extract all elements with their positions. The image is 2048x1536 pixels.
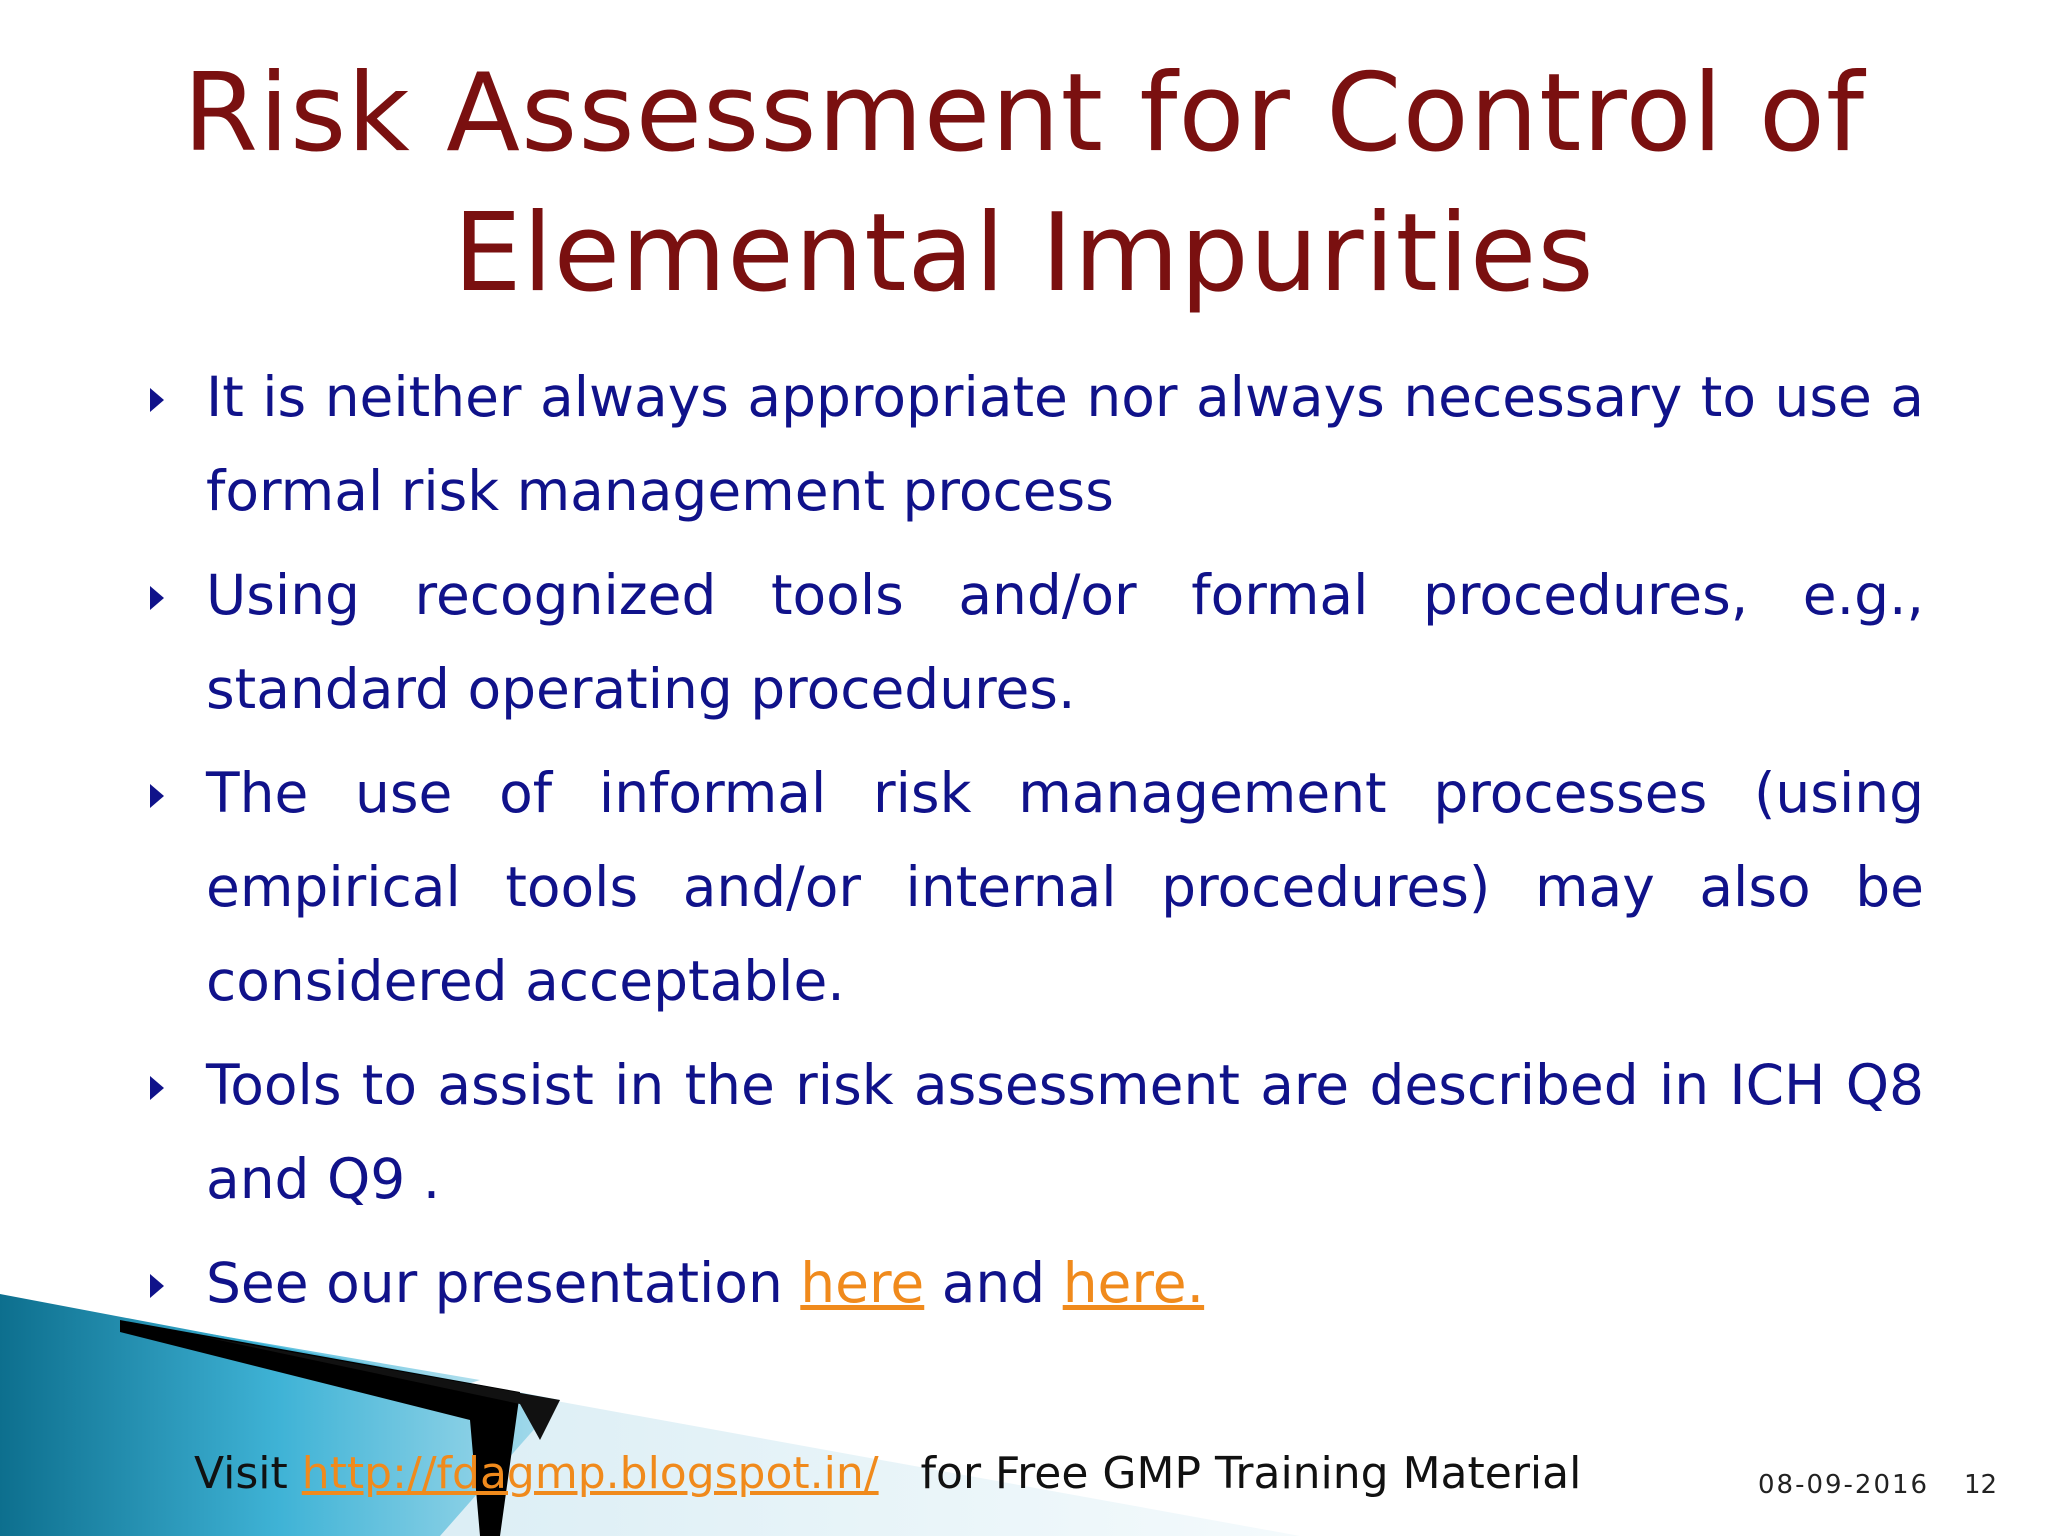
slide-page-number: 12 [1964, 1470, 1998, 1500]
bullet-text-before: See our presentation [206, 1251, 801, 1315]
footer-text [194, 1448, 1581, 1499]
bullet-item [150, 746, 1924, 1028]
bullet-arrow-icon [150, 784, 164, 808]
slide-title-line-2: Elemental Impurities [453, 191, 1595, 316]
bullet-item [150, 1236, 1924, 1330]
footer-suffix: for Free GMP Training Material [878, 1448, 1582, 1499]
bullet-arrow-icon [150, 586, 164, 610]
bullet-text: It is neither always appropriate nor always necessary to use a formal risk management process [206, 365, 1924, 523]
presentation-link-1[interactable]: here [800, 1251, 925, 1315]
slide-title-line-1: Risk Assessment for Control of [182, 51, 1865, 176]
bullet-text: Using recognized tools and/or formal procedures, e.g., standard operating procedures. [206, 563, 1924, 721]
bullet-list [150, 350, 1924, 1340]
bullet-item [150, 350, 1924, 538]
bullet-item [150, 548, 1924, 736]
footer-prefix: Visit [194, 1448, 302, 1499]
bullet-item [150, 1038, 1924, 1226]
bullet-arrow-icon [150, 1274, 164, 1298]
bullet-arrow-icon [150, 1076, 164, 1100]
presentation-link-2[interactable]: here. [1062, 1251, 1205, 1315]
bullet-text-middle: and [924, 1251, 1063, 1315]
bullet-text: The use of informal risk management processes (using empirical tools and/or internal procedures) may also be considered acceptable. [206, 761, 1924, 1013]
slide-date: 08-09-2016 [1758, 1470, 1930, 1500]
slide-title [0, 44, 2048, 324]
footer-url-link[interactable]: http://fdagmp.blogspot.in/ [301, 1448, 879, 1499]
bullet-arrow-icon [150, 388, 164, 412]
bullet-text: Tools to assist in the risk assessment are described in ICH Q8 and Q9 . [206, 1053, 1924, 1211]
